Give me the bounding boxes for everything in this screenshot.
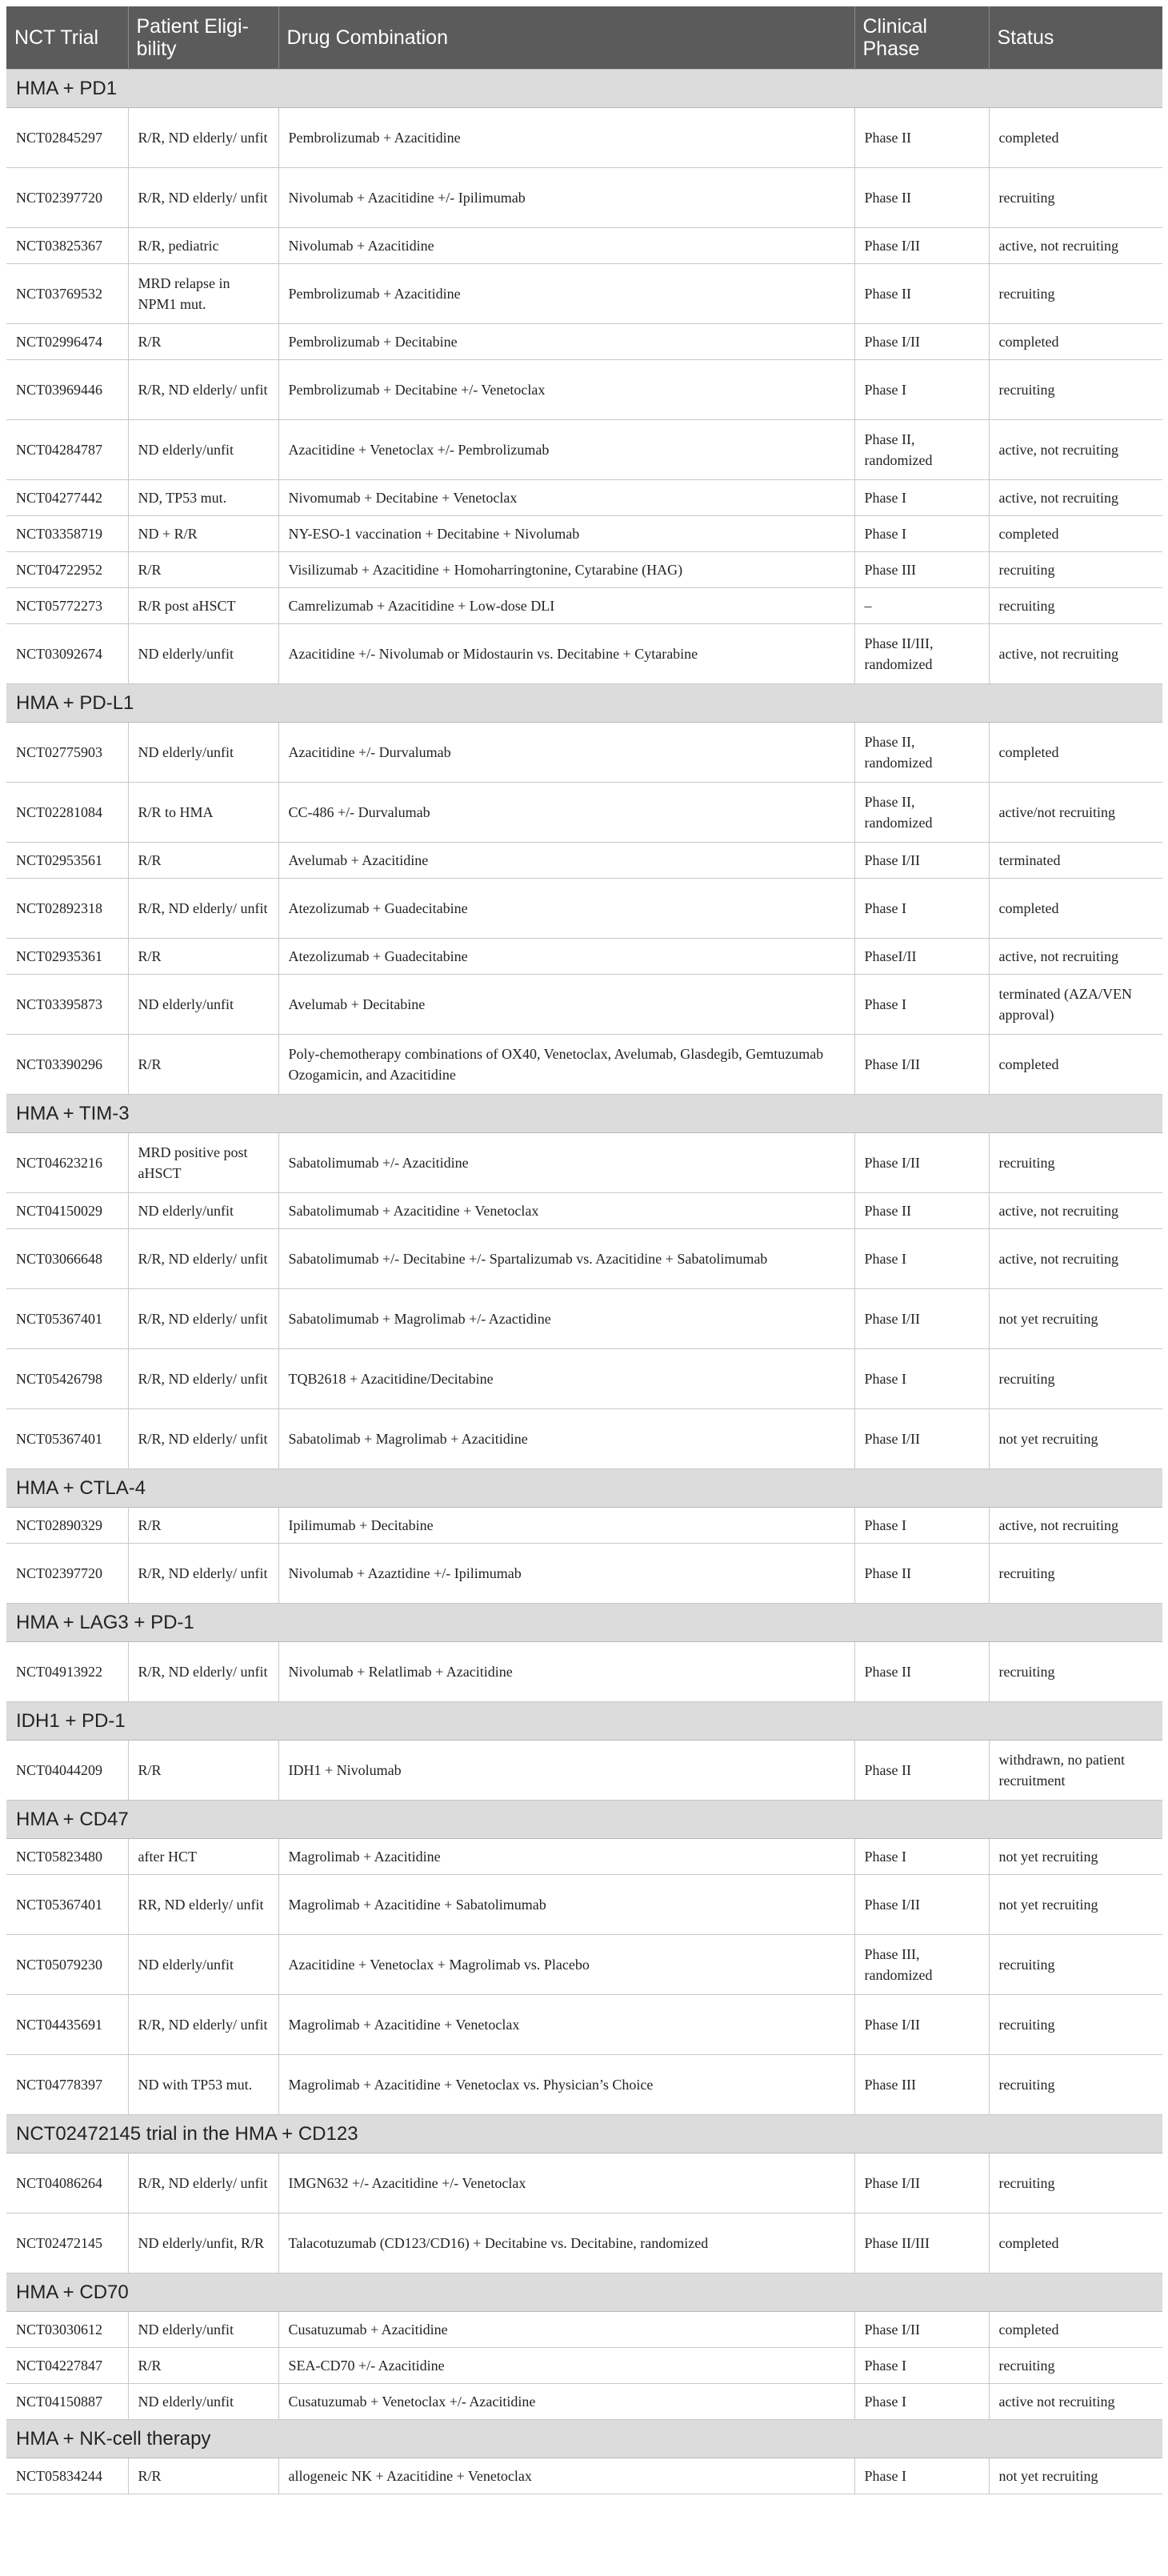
cell-patient-eligibility: R/R, ND elderly/ unfit: [128, 1289, 278, 1349]
cell-nct-trial: NCT03358719: [6, 516, 128, 552]
table-row: [6, 1193, 1162, 1229]
cell-status: recruiting: [989, 588, 1162, 624]
cell-nct-trial: NCT05772273: [6, 588, 128, 624]
cell-clinical-phase: Phase I/II: [854, 1133, 989, 1193]
cell-nct-trial: NCT04150029: [6, 1193, 128, 1229]
table-row: [6, 1409, 1162, 1469]
table-header: [6, 6, 1162, 70]
table-row: [6, 516, 1162, 552]
cell-nct-trial: NCT05426798: [6, 1349, 128, 1409]
table-row: [6, 264, 1162, 324]
cell-nct-trial: NCT04722952: [6, 552, 128, 588]
cell-patient-eligibility: ND with TP53 mut.: [128, 2055, 278, 2115]
cell-status: recruiting: [989, 1133, 1162, 1193]
cell-nct-trial: NCT03390296: [6, 1035, 128, 1095]
section-header-row: [6, 2420, 1162, 2458]
cell-drug-combination: Magrolimab + Azacitidine + Venetoclax: [278, 1995, 854, 2055]
table-row: [6, 975, 1162, 1035]
cell-nct-trial: NCT02935361: [6, 939, 128, 975]
cell-status: active, not recruiting: [989, 1229, 1162, 1289]
cell-drug-combination: Atezolizumab + Guadecitabine: [278, 879, 854, 939]
cell-nct-trial: NCT04778397: [6, 2055, 128, 2115]
cell-patient-eligibility: ND elderly/unfit: [128, 975, 278, 1035]
cell-status: active, not recruiting: [989, 228, 1162, 264]
table-body: [6, 70, 1162, 2494]
cell-status: recruiting: [989, 360, 1162, 420]
section-header-row: [6, 2115, 1162, 2153]
cell-clinical-phase: Phase I/II: [854, 843, 989, 879]
cell-status: recruiting: [989, 1349, 1162, 1409]
cell-patient-eligibility: R/R: [128, 2348, 278, 2384]
cell-patient-eligibility: R/R post aHSCT: [128, 588, 278, 624]
cell-nct-trial: NCT05367401: [6, 1409, 128, 1469]
cell-clinical-phase: Phase II: [854, 1193, 989, 1229]
cell-drug-combination: Sabatolimab + Magrolimab + Azacitidine: [278, 1409, 854, 1469]
cell-nct-trial: NCT04284787: [6, 420, 128, 480]
cell-status: completed: [989, 1035, 1162, 1095]
table-row: [6, 1544, 1162, 1604]
table-row: [6, 480, 1162, 516]
cell-nct-trial: NCT04044209: [6, 1741, 128, 1801]
header-nct-trial: NCT Trial: [6, 6, 128, 70]
cell-patient-eligibility: R/R, ND elderly/ unfit: [128, 1995, 278, 2055]
section-title: HMA + PD-L1: [6, 684, 1162, 723]
table-row: [6, 168, 1162, 228]
table-row: [6, 1741, 1162, 1801]
table-row: [6, 1508, 1162, 1544]
cell-status: active, not recruiting: [989, 624, 1162, 684]
cell-clinical-phase: Phase I/II: [854, 1875, 989, 1935]
cell-clinical-phase: Phase I: [854, 975, 989, 1035]
table-row: [6, 1349, 1162, 1409]
table-row: [6, 1229, 1162, 1289]
table-row: [6, 879, 1162, 939]
cell-drug-combination: Atezolizumab + Guadecitabine: [278, 939, 854, 975]
section-title: HMA + CTLA-4: [6, 1469, 1162, 1508]
cell-patient-eligibility: R/R to HMA: [128, 783, 278, 843]
cell-drug-combination: IMGN632 +/- Azacitidine +/- Venetoclax: [278, 2153, 854, 2213]
table-row: [6, 2312, 1162, 2348]
cell-clinical-phase: Phase I: [854, 1349, 989, 1409]
header-status: Status: [989, 6, 1162, 70]
cell-drug-combination: Nivolumab + Relatlimab + Azacitidine: [278, 1642, 854, 1702]
cell-clinical-phase: Phase II: [854, 168, 989, 228]
table-row: [6, 552, 1162, 588]
table-row: [6, 1642, 1162, 1702]
table-row: [6, 1995, 1162, 2055]
cell-status: active/not recruiting: [989, 783, 1162, 843]
cell-drug-combination: Sabatolimumab + Azacitidine + Venetoclax: [278, 1193, 854, 1229]
cell-clinical-phase: Phase I: [854, 1508, 989, 1544]
cell-status: recruiting: [989, 1995, 1162, 2055]
cell-nct-trial: NCT03092674: [6, 624, 128, 684]
cell-drug-combination: Pembrolizumab + Decitabine +/- Venetoclax: [278, 360, 854, 420]
cell-clinical-phase: Phase I/II: [854, 324, 989, 360]
cell-drug-combination: CC-486 +/- Durvalumab: [278, 783, 854, 843]
cell-status: completed: [989, 723, 1162, 783]
section-header-row: [6, 1702, 1162, 1741]
cell-nct-trial: NCT02397720: [6, 168, 128, 228]
section-header-row: [6, 1801, 1162, 1839]
cell-clinical-phase: Phase I/II: [854, 1409, 989, 1469]
table-row: [6, 420, 1162, 480]
table-row: [6, 2213, 1162, 2274]
cell-nct-trial: NCT03825367: [6, 228, 128, 264]
cell-patient-eligibility: R/R: [128, 2458, 278, 2494]
table-row: [6, 360, 1162, 420]
section-header-row: [6, 70, 1162, 108]
cell-patient-eligibility: R/R, ND elderly/ unfit: [128, 879, 278, 939]
cell-patient-eligibility: R/R, ND elderly/ unfit: [128, 168, 278, 228]
cell-drug-combination: Magrolimab + Azacitidine + Sabatolimumab: [278, 1875, 854, 1935]
header-row: [6, 6, 1162, 70]
cell-patient-eligibility: R/R, ND elderly/ unfit: [128, 1544, 278, 1604]
cell-drug-combination: Avelumab + Azacitidine: [278, 843, 854, 879]
header-drug-combination: Drug Combination: [278, 6, 854, 70]
cell-nct-trial: NCT02890329: [6, 1508, 128, 1544]
cell-status: terminated: [989, 843, 1162, 879]
section-title: HMA + LAG3 + PD-1: [6, 1604, 1162, 1642]
cell-status: not yet recruiting: [989, 1839, 1162, 1875]
cell-clinical-phase: Phase I/II: [854, 228, 989, 264]
cell-patient-eligibility: ND + R/R: [128, 516, 278, 552]
cell-drug-combination: Ipilimumab + Decitabine: [278, 1508, 854, 1544]
cell-nct-trial: NCT02845297: [6, 108, 128, 168]
cell-clinical-phase: Phase III: [854, 552, 989, 588]
cell-patient-eligibility: R/R, ND elderly/ unfit: [128, 1349, 278, 1409]
cell-nct-trial: NCT04277442: [6, 480, 128, 516]
cell-status: recruiting: [989, 168, 1162, 228]
table-row: [6, 843, 1162, 879]
table-row: [6, 108, 1162, 168]
cell-drug-combination: Pembrolizumab + Azacitidine: [278, 108, 854, 168]
cell-status: withdrawn, no patient recruitment: [989, 1741, 1162, 1801]
cell-drug-combination: Nivolumab + Azacitidine +/- Ipilimumab: [278, 168, 854, 228]
cell-status: terminated (AZA/VEN approval): [989, 975, 1162, 1035]
cell-patient-eligibility: R/R: [128, 843, 278, 879]
cell-clinical-phase: Phase I: [854, 480, 989, 516]
cell-status: active, not recruiting: [989, 420, 1162, 480]
cell-patient-eligibility: R/R, ND elderly/ unfit: [128, 1642, 278, 1702]
cell-status: completed: [989, 2312, 1162, 2348]
cell-status: active, not recruiting: [989, 480, 1162, 516]
clinical-trials-table: [6, 6, 1162, 2494]
cell-status: completed: [989, 2213, 1162, 2274]
cell-drug-combination: Magrolimab + Azacitidine: [278, 1839, 854, 1875]
cell-status: completed: [989, 516, 1162, 552]
table-row: [6, 2458, 1162, 2494]
cell-patient-eligibility: R/R, ND elderly/ unfit: [128, 1409, 278, 1469]
cell-status: recruiting: [989, 552, 1162, 588]
cell-clinical-phase: Phase II, randomized: [854, 783, 989, 843]
cell-clinical-phase: Phase III: [854, 2055, 989, 2115]
section-title: HMA + CD70: [6, 2274, 1162, 2312]
table-row: [6, 1289, 1162, 1349]
table-row: [6, 324, 1162, 360]
cell-patient-eligibility: R/R, ND elderly/ unfit: [128, 2153, 278, 2213]
cell-clinical-phase: Phase I: [854, 1229, 989, 1289]
cell-nct-trial: NCT05834244: [6, 2458, 128, 2494]
cell-drug-combination: Camrelizumab + Azacitidine + Low-dose DLI: [278, 588, 854, 624]
header-patient-eligibility: Patient Eligi-bility: [128, 6, 278, 70]
table-row: [6, 2055, 1162, 2115]
cell-clinical-phase: –: [854, 588, 989, 624]
cell-drug-combination: SEA-CD70 +/- Azacitidine: [278, 2348, 854, 2384]
cell-drug-combination: NY-ESO-1 vaccination + Decitabine + Nivolumab: [278, 516, 854, 552]
cell-status: completed: [989, 879, 1162, 939]
cell-clinical-phase: Phase II, randomized: [854, 723, 989, 783]
cell-patient-eligibility: RR, ND elderly/ unfit: [128, 1875, 278, 1935]
cell-status: recruiting: [989, 1935, 1162, 1995]
cell-nct-trial: NCT04150887: [6, 2384, 128, 2420]
cell-patient-eligibility: after HCT: [128, 1839, 278, 1875]
cell-clinical-phase: Phase I: [854, 2348, 989, 2384]
cell-nct-trial: NCT04913922: [6, 1642, 128, 1702]
cell-patient-eligibility: ND elderly/unfit: [128, 2312, 278, 2348]
cell-status: active, not recruiting: [989, 1193, 1162, 1229]
section-header-row: [6, 1095, 1162, 1133]
cell-clinical-phase: Phase III, randomized: [854, 1935, 989, 1995]
table-row: [6, 783, 1162, 843]
header-clinical-phase: Clinical Phase: [854, 6, 989, 70]
cell-patient-eligibility: ND elderly/unfit: [128, 624, 278, 684]
cell-nct-trial: NCT02281084: [6, 783, 128, 843]
cell-patient-eligibility: R/R, pediatric: [128, 228, 278, 264]
cell-clinical-phase: Phase II: [854, 108, 989, 168]
table-row: [6, 1035, 1162, 1095]
table-row: [6, 624, 1162, 684]
cell-drug-combination: Poly-chemotherapy combinations of OX40, Venetoclax, Avelumab, Glasdegib, Gemtuzumab Ozogamicin, and Azacitidine: [278, 1035, 854, 1095]
cell-nct-trial: NCT02953561: [6, 843, 128, 879]
cell-patient-eligibility: MRD positive post aHSCT: [128, 1133, 278, 1193]
table-row: [6, 1839, 1162, 1875]
section-header-row: [6, 1604, 1162, 1642]
cell-nct-trial: NCT04435691: [6, 1995, 128, 2055]
section-header-row: [6, 684, 1162, 723]
cell-clinical-phase: Phase II, randomized: [854, 420, 989, 480]
table-row: [6, 1875, 1162, 1935]
cell-clinical-phase: PhaseI/II: [854, 939, 989, 975]
cell-clinical-phase: Phase I: [854, 2384, 989, 2420]
section-title: HMA + TIM-3: [6, 1095, 1162, 1133]
cell-clinical-phase: Phase II/III, randomized: [854, 624, 989, 684]
section-title: HMA + PD1: [6, 70, 1162, 108]
table-row: [6, 2384, 1162, 2420]
cell-nct-trial: NCT03066648: [6, 1229, 128, 1289]
cell-clinical-phase: Phase I: [854, 360, 989, 420]
cell-patient-eligibility: ND elderly/unfit: [128, 723, 278, 783]
cell-drug-combination: Azacitidine + Venetoclax + Magrolimab vs. Placebo: [278, 1935, 854, 1995]
cell-status: not yet recruiting: [989, 1875, 1162, 1935]
cell-clinical-phase: Phase II/III: [854, 2213, 989, 2274]
cell-nct-trial: NCT02775903: [6, 723, 128, 783]
cell-drug-combination: Cusatuzumab + Azacitidine: [278, 2312, 854, 2348]
cell-clinical-phase: Phase II: [854, 1741, 989, 1801]
cell-nct-trial: NCT05367401: [6, 1875, 128, 1935]
cell-nct-trial: NCT02397720: [6, 1544, 128, 1604]
cell-patient-eligibility: R/R: [128, 1035, 278, 1095]
table-row: [6, 1935, 1162, 1995]
cell-status: recruiting: [989, 2348, 1162, 2384]
cell-drug-combination: Nivolumab + Azaztidine +/- Ipilimumab: [278, 1544, 854, 1604]
cell-drug-combination: Visilizumab + Azacitidine + Homoharringtonine, Cytarabine (HAG): [278, 552, 854, 588]
cell-nct-trial: NCT03769532: [6, 264, 128, 324]
cell-patient-eligibility: R/R, ND elderly/ unfit: [128, 1229, 278, 1289]
cell-nct-trial: NCT03030612: [6, 2312, 128, 2348]
cell-drug-combination: allogeneic NK + Azacitidine + Venetoclax: [278, 2458, 854, 2494]
cell-patient-eligibility: ND elderly/unfit: [128, 2384, 278, 2420]
cell-nct-trial: NCT02892318: [6, 879, 128, 939]
cell-nct-trial: NCT04623216: [6, 1133, 128, 1193]
cell-drug-combination: Cusatuzumab + Venetoclax +/- Azacitidine: [278, 2384, 854, 2420]
table-row: [6, 228, 1162, 264]
cell-nct-trial: NCT02996474: [6, 324, 128, 360]
cell-status: recruiting: [989, 1642, 1162, 1702]
cell-status: not yet recruiting: [989, 1409, 1162, 1469]
cell-drug-combination: IDH1 + Nivolumab: [278, 1741, 854, 1801]
cell-patient-eligibility: R/R: [128, 1508, 278, 1544]
cell-patient-eligibility: MRD relapse in NPM1 mut.: [128, 264, 278, 324]
section-title: NCT02472145 trial in the HMA + CD123: [6, 2115, 1162, 2153]
cell-drug-combination: Azacitidine +/- Nivolumab or Midostaurin vs. Decitabine + Cytarabine: [278, 624, 854, 684]
cell-clinical-phase: Phase II: [854, 1544, 989, 1604]
cell-clinical-phase: Phase I: [854, 879, 989, 939]
cell-status: not yet recruiting: [989, 1289, 1162, 1349]
cell-nct-trial: NCT03395873: [6, 975, 128, 1035]
cell-status: recruiting: [989, 1544, 1162, 1604]
cell-drug-combination: Sabatolimumab + Magrolimab +/- Azactidine: [278, 1289, 854, 1349]
cell-nct-trial: NCT05823480: [6, 1839, 128, 1875]
cell-status: active not recruiting: [989, 2384, 1162, 2420]
table-row: [6, 2348, 1162, 2384]
cell-drug-combination: Nivolumab + Azacitidine: [278, 228, 854, 264]
cell-drug-combination: TQB2618 + Azacitidine/Decitabine: [278, 1349, 854, 1409]
cell-clinical-phase: Phase II: [854, 1642, 989, 1702]
cell-patient-eligibility: ND, TP53 mut.: [128, 480, 278, 516]
cell-drug-combination: Avelumab + Decitabine: [278, 975, 854, 1035]
section-title: HMA + CD47: [6, 1801, 1162, 1839]
cell-status: recruiting: [989, 2153, 1162, 2213]
cell-nct-trial: NCT05079230: [6, 1935, 128, 1995]
cell-patient-eligibility: R/R, ND elderly/ unfit: [128, 360, 278, 420]
cell-clinical-phase: Phase I/II: [854, 1289, 989, 1349]
table-row: [6, 723, 1162, 783]
table-row: [6, 939, 1162, 975]
cell-drug-combination: Talacotuzumab (CD123/CD16) + Decitabine vs. Decitabine, randomized: [278, 2213, 854, 2274]
cell-clinical-phase: Phase I/II: [854, 1995, 989, 2055]
cell-clinical-phase: Phase I: [854, 516, 989, 552]
section-header-row: [6, 1469, 1162, 1508]
cell-patient-eligibility: ND elderly/unfit, R/R: [128, 2213, 278, 2274]
section-title: IDH1 + PD-1: [6, 1702, 1162, 1741]
cell-status: active, not recruiting: [989, 1508, 1162, 1544]
cell-clinical-phase: Phase I: [854, 2458, 989, 2494]
cell-drug-combination: Pembrolizumab + Decitabine: [278, 324, 854, 360]
cell-patient-eligibility: ND elderly/unfit: [128, 420, 278, 480]
cell-patient-eligibility: R/R, ND elderly/ unfit: [128, 108, 278, 168]
table-row: [6, 588, 1162, 624]
cell-patient-eligibility: ND elderly/unfit: [128, 1193, 278, 1229]
section-title: HMA + NK-cell therapy: [6, 2420, 1162, 2458]
section-header-row: [6, 2274, 1162, 2312]
cell-drug-combination: Sabatolimumab +/- Azacitidine: [278, 1133, 854, 1193]
cell-nct-trial: NCT05367401: [6, 1289, 128, 1349]
cell-patient-eligibility: R/R: [128, 939, 278, 975]
cell-status: completed: [989, 108, 1162, 168]
cell-clinical-phase: Phase I: [854, 1839, 989, 1875]
cell-clinical-phase: Phase I/II: [854, 2153, 989, 2213]
cell-patient-eligibility: R/R: [128, 324, 278, 360]
cell-status: completed: [989, 324, 1162, 360]
cell-drug-combination: Pembrolizumab + Azacitidine: [278, 264, 854, 324]
cell-patient-eligibility: R/R: [128, 1741, 278, 1801]
cell-status: recruiting: [989, 264, 1162, 324]
cell-drug-combination: Azacitidine +/- Durvalumab: [278, 723, 854, 783]
cell-status: recruiting: [989, 2055, 1162, 2115]
cell-nct-trial: NCT02472145: [6, 2213, 128, 2274]
table-row: [6, 2153, 1162, 2213]
cell-drug-combination: Nivomumab + Decitabine + Venetoclax: [278, 480, 854, 516]
table-row: [6, 1133, 1162, 1193]
cell-nct-trial: NCT04086264: [6, 2153, 128, 2213]
cell-nct-trial: NCT03969446: [6, 360, 128, 420]
cell-status: not yet recruiting: [989, 2458, 1162, 2494]
cell-clinical-phase: Phase II: [854, 264, 989, 324]
cell-patient-eligibility: ND elderly/unfit: [128, 1935, 278, 1995]
cell-patient-eligibility: R/R: [128, 552, 278, 588]
cell-drug-combination: Magrolimab + Azacitidine + Venetoclax vs. Physician’s Choice: [278, 2055, 854, 2115]
cell-nct-trial: NCT04227847: [6, 2348, 128, 2384]
cell-clinical-phase: Phase I/II: [854, 1035, 989, 1095]
cell-clinical-phase: Phase I/II: [854, 2312, 989, 2348]
cell-status: active, not recruiting: [989, 939, 1162, 975]
cell-drug-combination: Sabatolimumab +/- Decitabine +/- Spartalizumab vs. Azacitidine + Sabatolimumab: [278, 1229, 854, 1289]
cell-drug-combination: Azacitidine + Venetoclax +/- Pembrolizumab: [278, 420, 854, 480]
